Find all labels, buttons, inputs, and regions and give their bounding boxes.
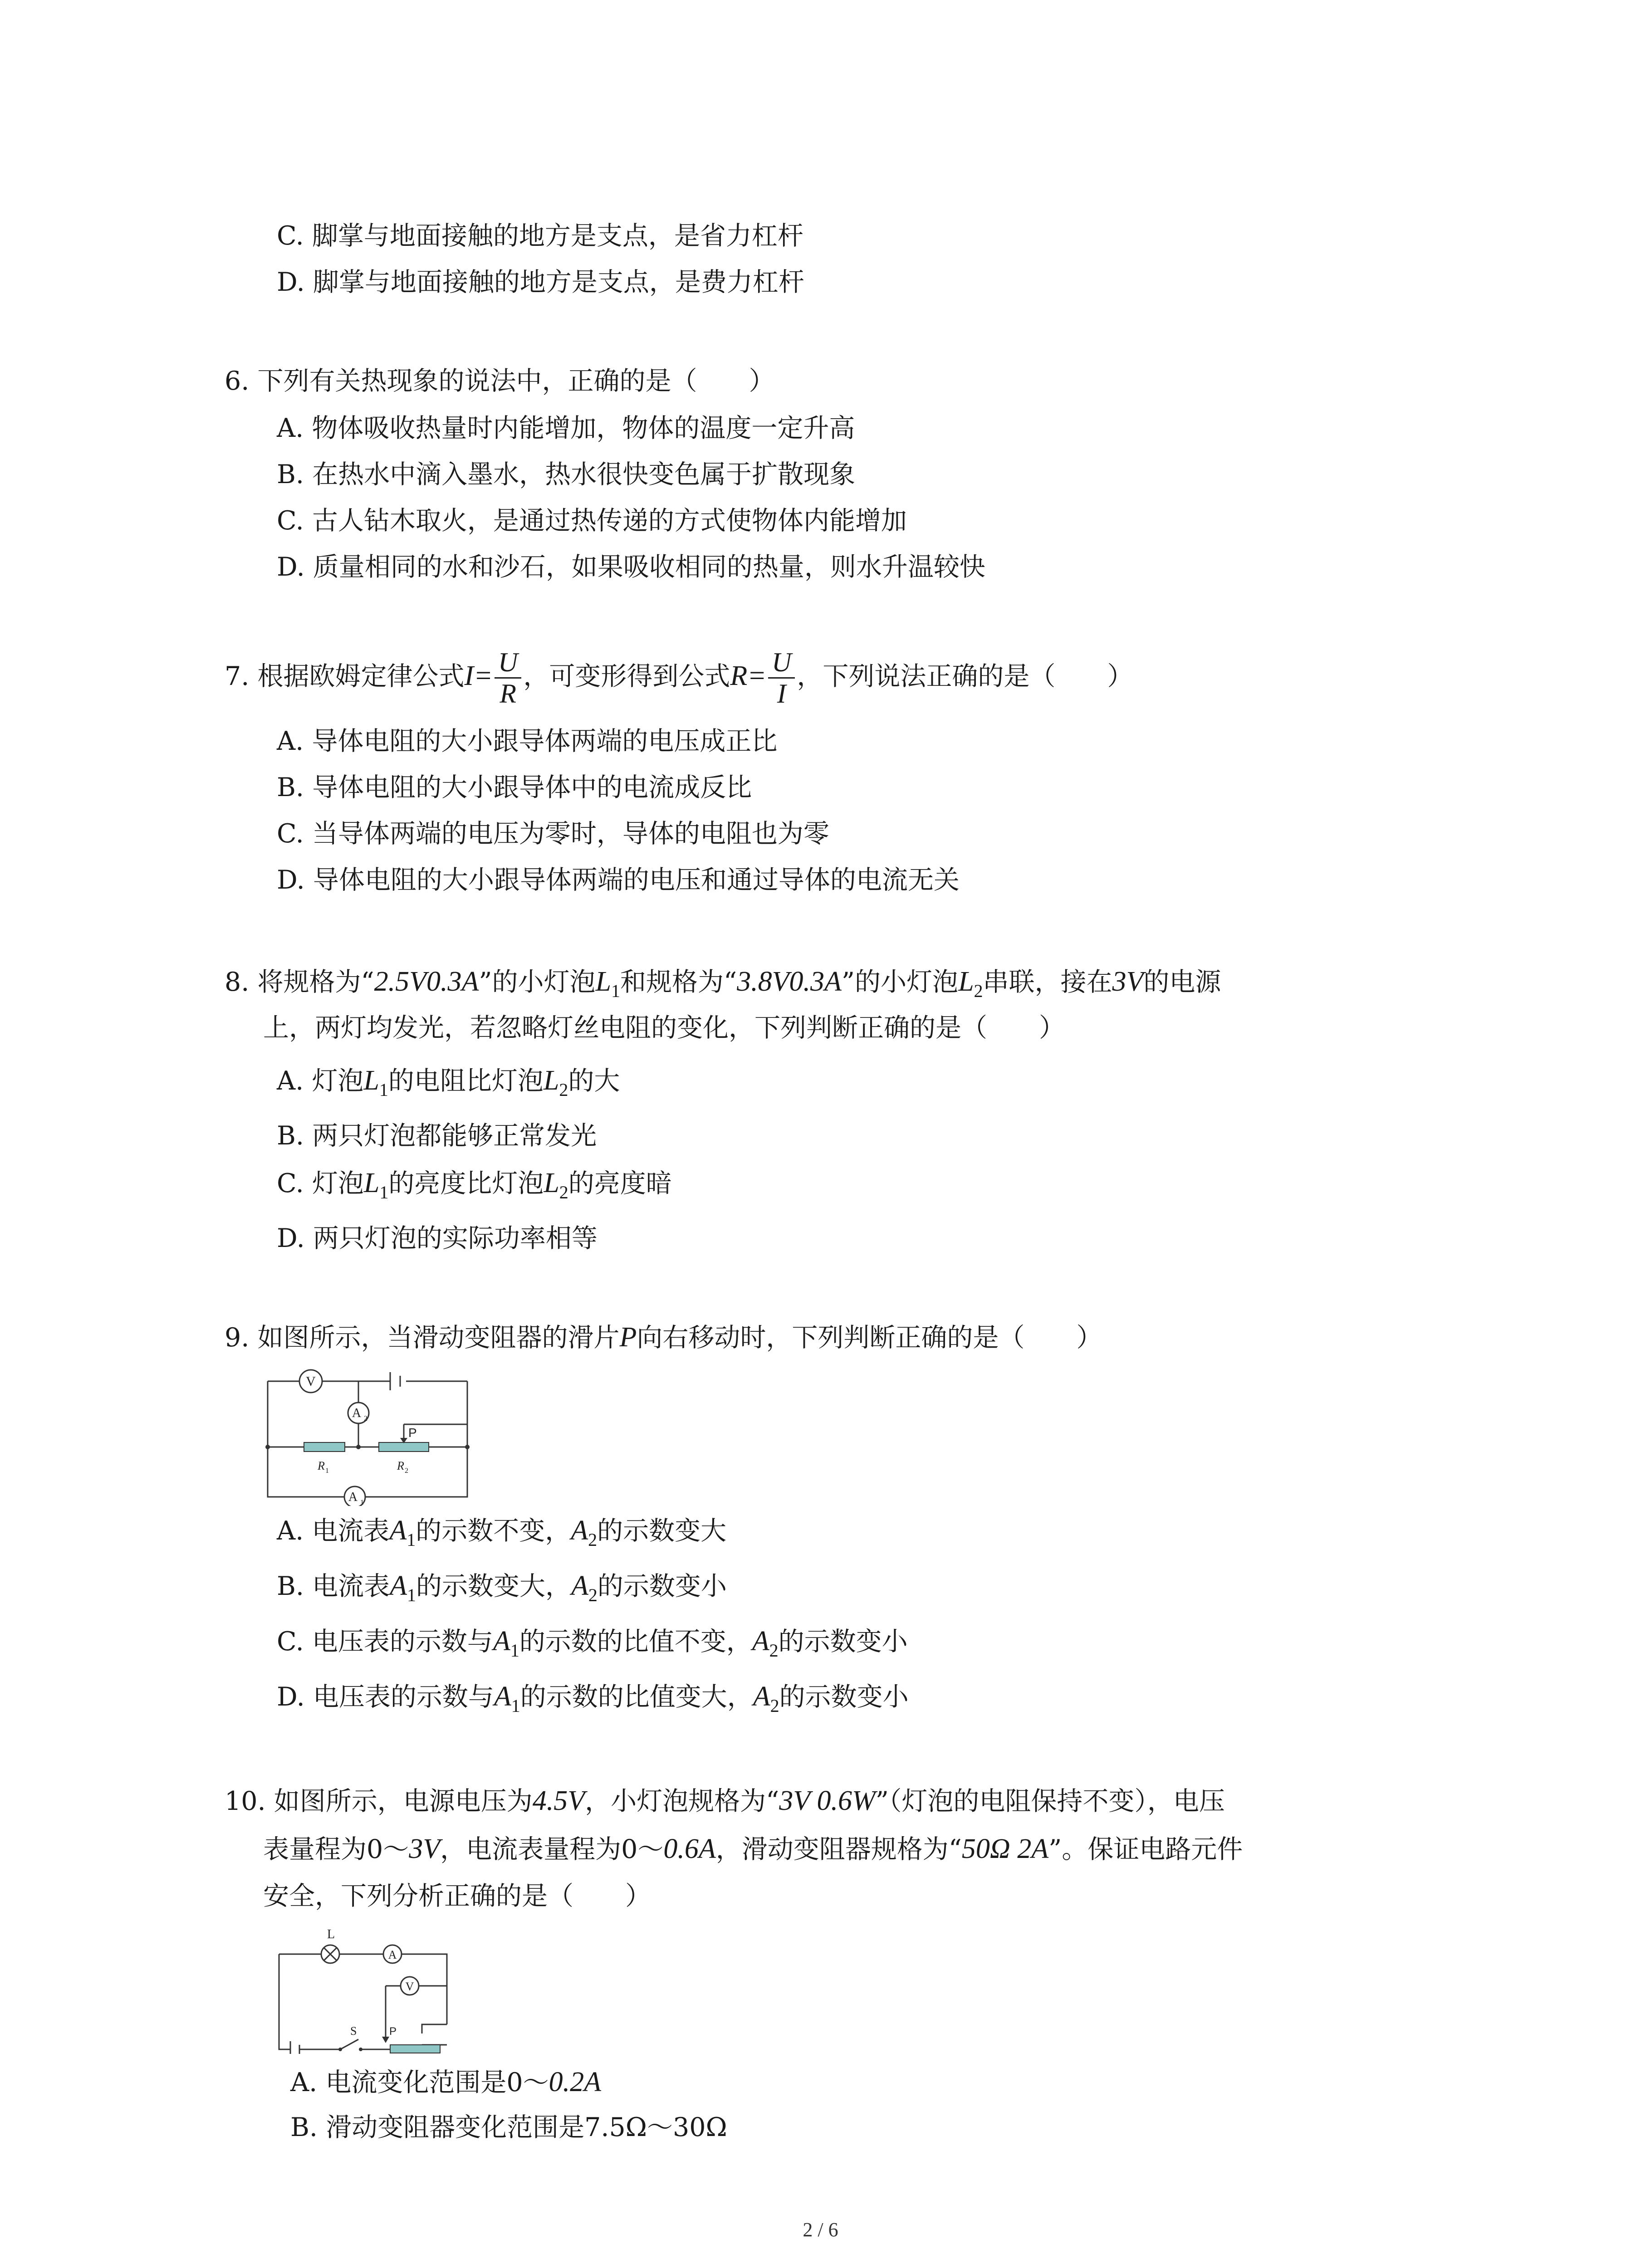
slider-arrow-icon — [382, 2037, 389, 2043]
lamp-l2 — [544, 1168, 568, 1202]
text: 的示数的比值不变， — [519, 1627, 752, 1657]
lamp-l1 — [363, 1065, 388, 1100]
q8-stem-line-2: 上，两灯均发光，若忽略灯丝电阻的变化，下列判断正确的是（ ） — [263, 1013, 1065, 1043]
symbol: A — [494, 1681, 511, 1712]
lamp-l1 — [363, 1168, 389, 1202]
q9-option-d — [277, 1678, 909, 1718]
junction-dot — [356, 1445, 361, 1449]
q10-option-a — [290, 2064, 601, 2101]
q7-option-d: D. 导体电阻的大小跟导体两端的电压和通过导体的电流无关 — [277, 865, 960, 895]
q6-stem: 6. 下列有关热现象的说法中，正确的是（ ） — [225, 366, 775, 396]
subscript: 1 — [407, 1585, 416, 1605]
ammeter-a2 — [571, 1570, 598, 1605]
q8-lamp-l1 — [595, 966, 621, 1001]
symbol: A — [753, 1681, 770, 1712]
ammeter-a1-subscript: 1 — [360, 1499, 364, 1506]
subscript: 2 — [974, 981, 983, 1001]
subscript: 2 — [770, 1696, 779, 1716]
q5-option-c: C. 脚掌与地面接触的地方是支点，是省力杠杆 — [277, 221, 803, 251]
q7-stem-part: 7. 根据欧姆定律公式 — [225, 661, 465, 691]
symbol: A — [389, 1515, 407, 1546]
q8-stem-line-1 — [225, 963, 1221, 1003]
text: 的亮度暗 — [568, 1168, 672, 1198]
text: 的电阻比灯泡 — [388, 1066, 544, 1096]
resistor-r1-subscript: 1 — [325, 1467, 329, 1475]
text: 9. 如图所示，当滑动变阻器的滑片 — [225, 1323, 620, 1353]
q8-text: 和规格为“ — [620, 967, 737, 997]
text: ”（灯泡的电阻保持不变），电压 — [875, 1786, 1225, 1816]
subscript: 1 — [510, 1640, 519, 1661]
text: B. 电流表 — [277, 1571, 390, 1601]
ammeter-a2-label: A — [352, 1406, 362, 1420]
ammeter-a1-label: A — [348, 1490, 358, 1504]
fraction-numerator: U — [768, 647, 795, 679]
subscript: 1 — [407, 1530, 416, 1550]
q5-option-d: D. 脚掌与地面接触的地方是支点，是费力杠杆 — [277, 267, 804, 297]
q7-formula-1-fraction — [495, 647, 521, 709]
text: A. 灯泡 — [277, 1066, 364, 1096]
text: 向右移动时，下列判断正确的是（ ） — [637, 1323, 1102, 1353]
text: 表量程为0～ — [263, 1834, 409, 1864]
text: C. 灯泡 — [277, 1168, 364, 1198]
junction-dot — [265, 1445, 270, 1449]
q8-text: 的电源 — [1143, 967, 1221, 997]
symbol: L — [958, 966, 974, 997]
q7-formula-2-lhs: R= — [730, 660, 767, 691]
q8-text: 8. 将规格为“ — [225, 967, 374, 997]
text: 的示数的比值变大， — [520, 1682, 753, 1712]
text: 的示数变小 — [778, 1627, 908, 1657]
text: ，滑动变阻器规格为“ — [715, 1834, 962, 1864]
switch-label: S — [350, 2024, 357, 2038]
text: C. 电压表的示数与 — [277, 1627, 493, 1657]
q7-option-a: A. 导体电阻的大小跟导体两端的电压成正比 — [277, 726, 778, 756]
ammeter-a2 — [752, 1626, 779, 1661]
subscript: 2 — [769, 1640, 779, 1661]
lamp-label: L — [327, 1927, 335, 1941]
q9-option-a — [277, 1512, 726, 1552]
q8-option-b: B. 两只灯泡都能够正常发光 — [277, 1121, 597, 1151]
text: 的示数变小 — [597, 1571, 727, 1601]
lamp-spec: 3V 0.6W — [779, 1785, 876, 1816]
ammeter-a2 — [753, 1681, 779, 1716]
resistor-r1-label: R — [318, 1459, 325, 1472]
q8-text: 串联，接在 — [983, 967, 1112, 997]
fraction-denominator: R — [500, 679, 516, 709]
q8-option-a — [277, 1062, 620, 1102]
text: ，小灯泡规格为“ — [585, 1786, 779, 1816]
subscript: 2 — [559, 1182, 568, 1202]
q8-option-d: D. 两只灯泡的实际功率相等 — [277, 1223, 598, 1253]
text: 的大 — [568, 1066, 620, 1096]
voltmeter-label: V — [306, 1374, 316, 1389]
voltmeter-range: 3V — [409, 1833, 441, 1864]
resistor-r1 — [304, 1442, 345, 1452]
q10-stem-line-1 — [225, 1783, 1225, 1819]
slider-label: P — [389, 2025, 397, 2038]
text: 的示数变大 — [597, 1516, 727, 1546]
switch-contact — [359, 2048, 362, 2051]
text: ”。保证电路元件 — [1048, 1834, 1243, 1864]
q9-option-b — [277, 1568, 727, 1607]
current-max: 0.2A — [549, 2067, 602, 2097]
subscript: 1 — [379, 1080, 388, 1100]
slider-label: P — [408, 1426, 417, 1440]
resistor-r2-label: R — [397, 1459, 404, 1472]
symbol: L — [544, 1168, 559, 1198]
subscript: 1 — [379, 1182, 389, 1202]
text: A. 电流表 — [277, 1516, 390, 1546]
q6-option-c: C. 古人钻木取火，是通过热传递的方式使物体内能增加 — [277, 506, 907, 536]
source-voltage: 4.5V — [532, 1785, 585, 1816]
rheostat-icon — [390, 2045, 440, 2053]
q6-option-a: A. 物体吸收热量时内能增加，物体的温度一定升高 — [277, 413, 855, 443]
resistor-r2 — [379, 1442, 429, 1452]
fraction-numerator: U — [495, 647, 521, 679]
q9-stem — [225, 1319, 1102, 1356]
q10-option-b: B. 滑动变阻器变化范围是7.5Ω～30Ω — [290, 2112, 727, 2142]
lamp-l2 — [543, 1065, 568, 1100]
junction-dot — [465, 1445, 470, 1449]
voltmeter-label: V — [405, 1980, 414, 1993]
q10-circuit-diagram — [272, 1918, 472, 2054]
q7-formula-1-lhs: I= — [464, 660, 493, 691]
q9-option-c — [277, 1623, 908, 1662]
q10-stem-line-2 — [263, 1831, 1243, 1867]
text: 的示数不变， — [416, 1516, 571, 1546]
q7-formula-2-fraction — [768, 647, 795, 709]
fraction-denominator: I — [777, 679, 786, 709]
q8-voltage: 3V — [1112, 966, 1144, 997]
ammeter-a1 — [494, 1681, 520, 1716]
subscript: 2 — [559, 1080, 568, 1100]
symbol: A — [571, 1570, 588, 1601]
text: 的亮度比灯泡 — [388, 1168, 544, 1198]
q7-stem-part: ，下列说法正确的是（ ） — [797, 661, 1133, 691]
ammeter-range: 0.6A — [663, 1833, 716, 1864]
subscript: 1 — [511, 1696, 520, 1716]
symbol: L — [543, 1065, 559, 1096]
q8-lamp-l2 — [958, 966, 983, 1001]
q7-option-b: B. 导体电阻的大小跟导体中的电流成反比 — [277, 772, 752, 802]
q10-stem-line-3: 安全，下列分析正确的是（ ） — [263, 1881, 651, 1911]
symbol: L — [363, 1065, 379, 1096]
text: 10. 如图所示，电源电压为 — [225, 1786, 533, 1816]
text: A. 电流变化范围是0～ — [290, 2068, 549, 2097]
q8-spec-1: 2.5V0.3A — [374, 966, 479, 997]
q8-text: ”的小灯泡 — [841, 967, 959, 997]
switch-pivot — [338, 2048, 342, 2051]
symbol: A — [571, 1515, 588, 1546]
q7-stem — [225, 644, 1133, 709]
ammeter-label: A — [388, 1948, 397, 1961]
text: D. 电压表的示数与 — [277, 1682, 494, 1712]
ammeter-a2 — [571, 1515, 598, 1550]
ammeter-a1 — [390, 1570, 416, 1605]
ammeter-a2-subscript: 2 — [364, 1415, 367, 1422]
ammeter-a1 — [493, 1626, 519, 1661]
slider-p: P — [619, 1322, 637, 1353]
symbol: A — [752, 1626, 769, 1657]
subscript: 2 — [588, 1530, 598, 1550]
text: ，电流表量程为0～ — [440, 1834, 664, 1864]
symbol: A — [390, 1570, 407, 1601]
ammeter-a1 — [389, 1515, 416, 1550]
q8-option-c — [277, 1165, 672, 1204]
subscript: 2 — [588, 1585, 598, 1605]
page-number: 2 / 6 — [803, 2219, 838, 2241]
symbol: L — [363, 1168, 380, 1198]
q6-option-b: B. 在热水中滴入墨水，热水很快变色属于扩散现象 — [277, 459, 856, 489]
symbol: L — [595, 966, 612, 997]
q8-text: ”的小灯泡 — [479, 967, 596, 997]
q7-option-c: C. 当导体两端的电压为零时，导体的电阻也为零 — [277, 819, 829, 849]
q9-circuit-diagram — [254, 1361, 490, 1506]
text: 的示数变大， — [416, 1571, 571, 1601]
text: 的示数变小 — [779, 1682, 909, 1712]
subscript: 1 — [611, 981, 621, 1001]
q8-spec-2: 3.8V0.3A — [737, 966, 842, 997]
rheostat-spec: 50Ω 2A — [961, 1833, 1049, 1864]
symbol: A — [493, 1626, 510, 1657]
resistor-r2-subscript: 2 — [405, 1467, 408, 1475]
q7-stem-part: ，可变形得到公式 — [523, 661, 730, 691]
q6-option-d: D. 质量相同的水和沙石，如果吸收相同的热量，则水升温较快 — [277, 552, 985, 582]
